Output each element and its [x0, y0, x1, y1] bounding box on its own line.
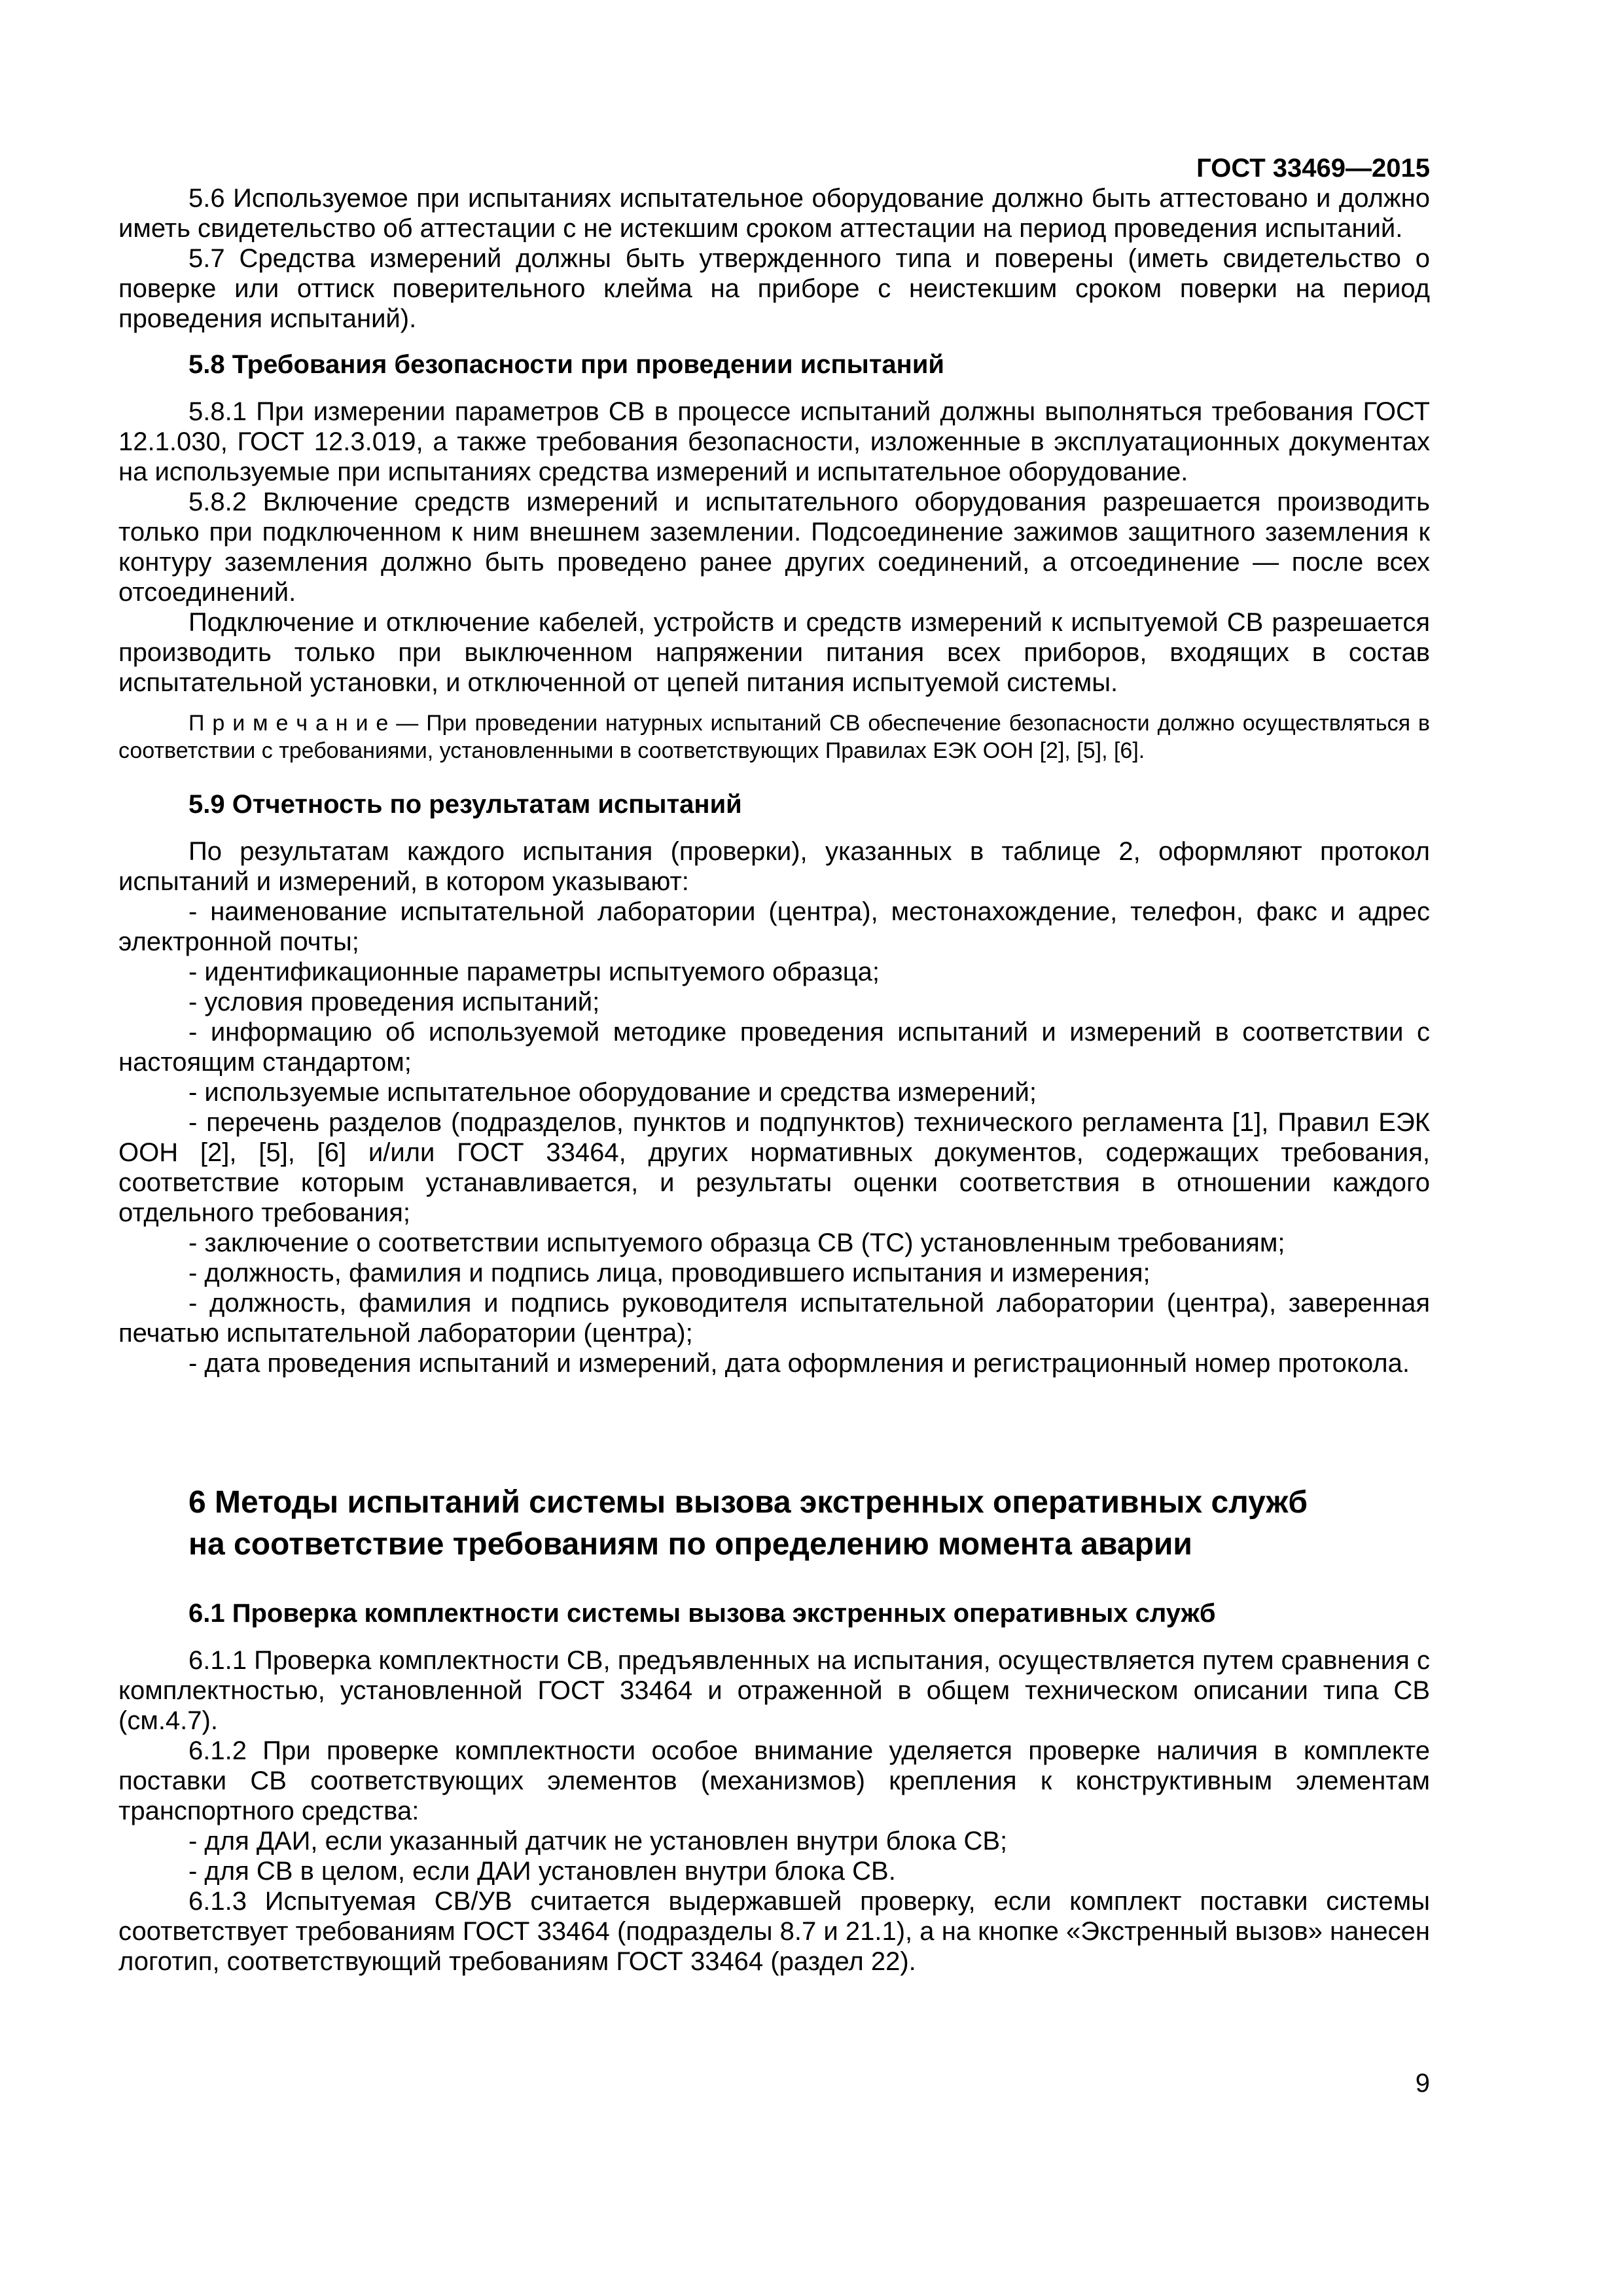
- list-item: - условия проведения испытаний;: [188, 988, 600, 1016]
- paragraph-5-8-2: 5.8.2 Включение средств измерений и испытательного оборудования разрешается производить только при подключенном к ним внешнем заземлении. Подсоединение зажимов защитного заземления к контуру заземления должно быть проведено ранее других соединений, а отсоединение — после всех отсоединений.: [118, 488, 1430, 607]
- paragraph-6-1-2: 6.1.2 При проверке комплектности особое внимание уделяется проверке наличия в комплекте поставки СВ соответствующих элементов (механизмов) крепления к конструктивным элементам транспортного средства:: [118, 1736, 1430, 1825]
- paragraph-5-8-1: 5.8.1 При измерении параметров СВ в процессе испытаний должны выполняться требования ГОСТ 12.1.030, ГОСТ 12.3.019, а также требования безопасности, изложенные в эксплуатационных документах на используемые при испытаниях средства измерений и испытательное оборудование.: [118, 397, 1430, 486]
- doc-code-header: ГОСТ 33469—2015: [1196, 154, 1430, 183]
- list-item: - наименование испытательной лаборатории (центра), местонахождение, телефон, факс и адрес электронной почты;: [118, 897, 1430, 956]
- list-item: - должность, фамилия и подпись руководителя испытательной лаборатории (центра), заверенная печатью испытательной лаборатории (центра);: [118, 1289, 1430, 1348]
- paragraph-5-8-2-cont: Подключение и отключение кабелей, устройств и средств измерений к испытуемой СВ разрешается производить только при выключенном напряжении питания всех приборов, входящих в состав испытательной установки, и отключенной от цепей питания испытуемой системы.: [118, 608, 1430, 697]
- list-item: - заключение о соответствии испытуемого образца СВ (ТС) установленным требованиям;: [188, 1229, 1285, 1257]
- note-paragraph: П р и м е ч а н и е — При проведении натурных испытаний СВ обеспечение безопасности должно осуществляться в соответствии с требованиями, установленными в соответствующих Правилах ЕЭК ООН [2], [5], [6].: [118, 711, 1430, 763]
- heading-5-8: 5.8 Требования безопасности при проведении испытаний: [188, 350, 945, 379]
- paragraph-6-1-1: 6.1.1 Проверка комплектности СВ, предъявленных на испытания, осуществляется путем сравнения с комплектностью, установленной ГОСТ 33464 и отраженной в общем техническом описании типа СВ (см.4.7).: [118, 1646, 1430, 1735]
- paragraph-5-7: 5.7 Средства измерений должны быть утвержденного типа и поверены (иметь свидетельство о поверке или оттиск поверительного клейма на приборе с неистекшим сроком поверки на период проведения испытаний).: [118, 244, 1430, 333]
- paragraph-6-1-3: 6.1.3 Испытуемая СВ/УВ считается выдержавшей проверку, если комплект поставки системы соответствует требованиям ГОСТ 33464 (подразделы 8.7 и 21.1), а на кнопке «Экстренный вызов» нанесен логотип, соответствующий требованиям ГОСТ 33464 (раздел 22).: [118, 1887, 1430, 1976]
- heading-5-9: 5.9 Отчетность по результатам испытаний: [188, 790, 742, 819]
- paragraph-5-9-intro: По результатам каждого испытания (проверки), указанных в таблице 2, оформляют протокол испытаний и измерений, в котором указывают:: [118, 837, 1430, 896]
- list-item: - для ДАИ, если указанный датчик не установлен внутри блока СВ;: [188, 1827, 1008, 1856]
- list-item: - перечень разделов (подразделов, пунктов и подпунктов) технического регламента [1], Правил ЕЭК ООН [2], [5], [6] и/или ГОСТ 33464, других нормативных документов, содержащих требования, соответствие которым устанавливается, и результаты оценки соответствия в отношении каждого отдельного требования;: [118, 1108, 1430, 1227]
- heading-section-6-line1: 6 Методы испытаний системы вызова экстренных оперативных служб: [188, 1485, 1308, 1520]
- list-item: - идентификационные параметры испытуемого образца;: [188, 958, 880, 986]
- paragraph-5-6: 5.6 Используемое при испытаниях испытательное оборудование должно быть аттестовано и должно иметь свидетельство об аттестации с не истекшим сроком аттестации на период проведения испытаний.: [118, 184, 1430, 243]
- heading-section-6-line2: на соответствие требованиям по определению момента аварии: [188, 1527, 1192, 1562]
- list-item: - информацию об используемой методике проведения испытаний и измерений в соответствии с настоящим стандартом;: [118, 1018, 1430, 1077]
- page-number: 9: [1415, 2069, 1430, 2098]
- list-item: - для СВ в целом, если ДАИ установлен внутри блока СВ.: [188, 1857, 896, 1886]
- list-item: - используемые испытательное оборудование и средства измерений;: [188, 1078, 1037, 1107]
- list-item: - должность, фамилия и подпись лица, проводившего испытания и измерения;: [188, 1259, 1150, 1287]
- text-column: [118, 0, 1430, 1977]
- list-item: - дата проведения испытаний и измерений, дата оформления и регистрационный номер протокола.: [188, 1349, 1410, 1378]
- heading-section-6: [118, 1482, 1430, 1566]
- heading-6-1: 6.1 Проверка комплектности системы вызова экстренных оперативных служб: [188, 1599, 1216, 1628]
